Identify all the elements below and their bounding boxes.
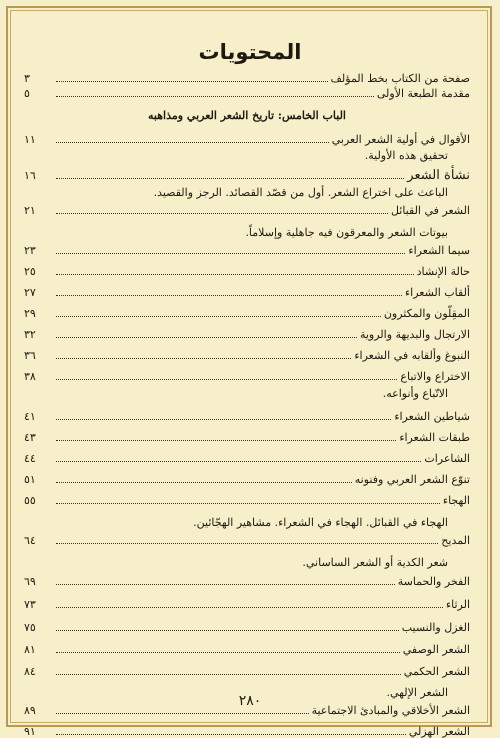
- toc-subentry: الباعث على اختراع الشعر. أول من قصّد القصائد. الرجز والقصيد.: [153, 186, 448, 199]
- page-ref: ٣٢: [24, 328, 36, 341]
- page-ref: ١٦: [24, 169, 36, 182]
- toc-entry: حالة الإنشاد ٢٥: [24, 265, 470, 278]
- toc-entry: الهجاء ٥٥: [24, 494, 470, 507]
- toc-entry: مقدمة الطبعة الأولى ٥: [24, 87, 470, 100]
- toc-subentry: تحقيق هذه الأولية.: [364, 149, 448, 162]
- chapter-heading: الباب الخامس: تاريخ الشعر العربي ومذاهبه: [148, 109, 346, 122]
- toc-subentry: شعر الكدية أو الشعر الساساني.: [302, 556, 448, 569]
- page-ref: ٨١: [24, 643, 36, 656]
- page-title: المحتويات: [198, 40, 302, 64]
- toc-entry: سيما الشعراء ٢٣: [24, 244, 470, 257]
- toc-entry: المقِلّون والمكثرون ٢٩: [24, 307, 470, 320]
- page-ref: ٣٦: [24, 349, 36, 362]
- toc-entry: الشاعرات ٤٤: [24, 452, 470, 465]
- toc-entry: صفحة من الكتاب بخط المؤلف ٣: [24, 72, 470, 85]
- toc-entry: المديح ٦٤: [24, 534, 470, 547]
- page-ref: ٨٩: [24, 704, 36, 717]
- toc-entry: النبوغ وألقابه في الشعراء ٣٦: [24, 349, 470, 362]
- page-ref: ٦٩: [24, 575, 36, 588]
- table-of-contents: [24, 70, 470, 738]
- page-ref: ٢٧: [24, 286, 36, 299]
- toc-entry: طبقات الشعراء ٤٣: [24, 431, 470, 444]
- page-ref: ٣: [24, 72, 30, 85]
- page-ref: ١١: [24, 133, 36, 146]
- toc-entry: الشعر الحكمي ٨٤: [24, 665, 470, 678]
- page-ref: ٦٤: [24, 534, 36, 547]
- page-ref: ٢٩: [24, 307, 36, 320]
- toc-entry: الشعر الهزلي ٩١: [24, 725, 470, 738]
- toc-entry: الارتجال والبديهة والروية ٣٢: [24, 328, 470, 341]
- toc-entry: الغزل والنسيب ٧٥: [24, 621, 470, 634]
- page-ref: ٥١: [24, 473, 36, 486]
- page-ref: ٤٤: [24, 452, 36, 465]
- page-ref: ٨٤: [24, 665, 36, 678]
- toc-subentry: الشعر الإلهي.: [386, 686, 448, 699]
- toc-subentry: الاتّباع وأنواعه.: [382, 387, 448, 400]
- page-ref: ٥٥: [24, 494, 36, 507]
- toc-entry: ألقاب الشعراء ٢٧: [24, 286, 470, 299]
- toc-entry: شياطين الشعراء ٤١: [24, 410, 470, 423]
- toc-subentry: بيوتات الشعر والمعرقون فيه جاهلية وإسلاماً.: [245, 226, 448, 239]
- toc-entry: تنوّع الشعر العربي وفنونه ٥١: [24, 473, 470, 486]
- toc-entry: الشعر في القبائل ٢١: [24, 204, 470, 217]
- page-ref: ٥: [24, 87, 30, 100]
- page-ref: ٢٣: [24, 244, 36, 257]
- toc-entry: الأقوال في أولية الشعر العربي ١١: [24, 133, 470, 146]
- page-number: ٢٨٠: [238, 693, 262, 709]
- page-ref: ٣٨: [24, 370, 36, 383]
- page-ref: ٤٣: [24, 431, 36, 444]
- toc-entry: الرثاء ٧٣: [24, 598, 470, 611]
- page-ref: ٢٥: [24, 265, 36, 278]
- toc-entry: الشعر الأخلاقي والمبادئ الاجتماعية ٨٩: [24, 704, 470, 717]
- toc-entry: الشعر الوصفي ٨١: [24, 643, 470, 656]
- page-ref: ٧٥: [24, 621, 36, 634]
- page-ref: ٩١: [24, 725, 36, 738]
- page-ref: ٢١: [24, 204, 36, 217]
- toc-entry: نشأة الشعر ١٦: [24, 168, 470, 183]
- toc-entry: الفخر والحماسة ٦٩: [24, 575, 470, 588]
- page-ref: ٤١: [24, 410, 36, 423]
- page-ref: ٧٣: [24, 598, 36, 611]
- toc-entry: الاختراع والاتباع ٣٨: [24, 370, 470, 383]
- toc-subentry: الهجاء في القبائل. الهجاء في الشعراء. مشاهير الهجّائين.: [193, 516, 448, 529]
